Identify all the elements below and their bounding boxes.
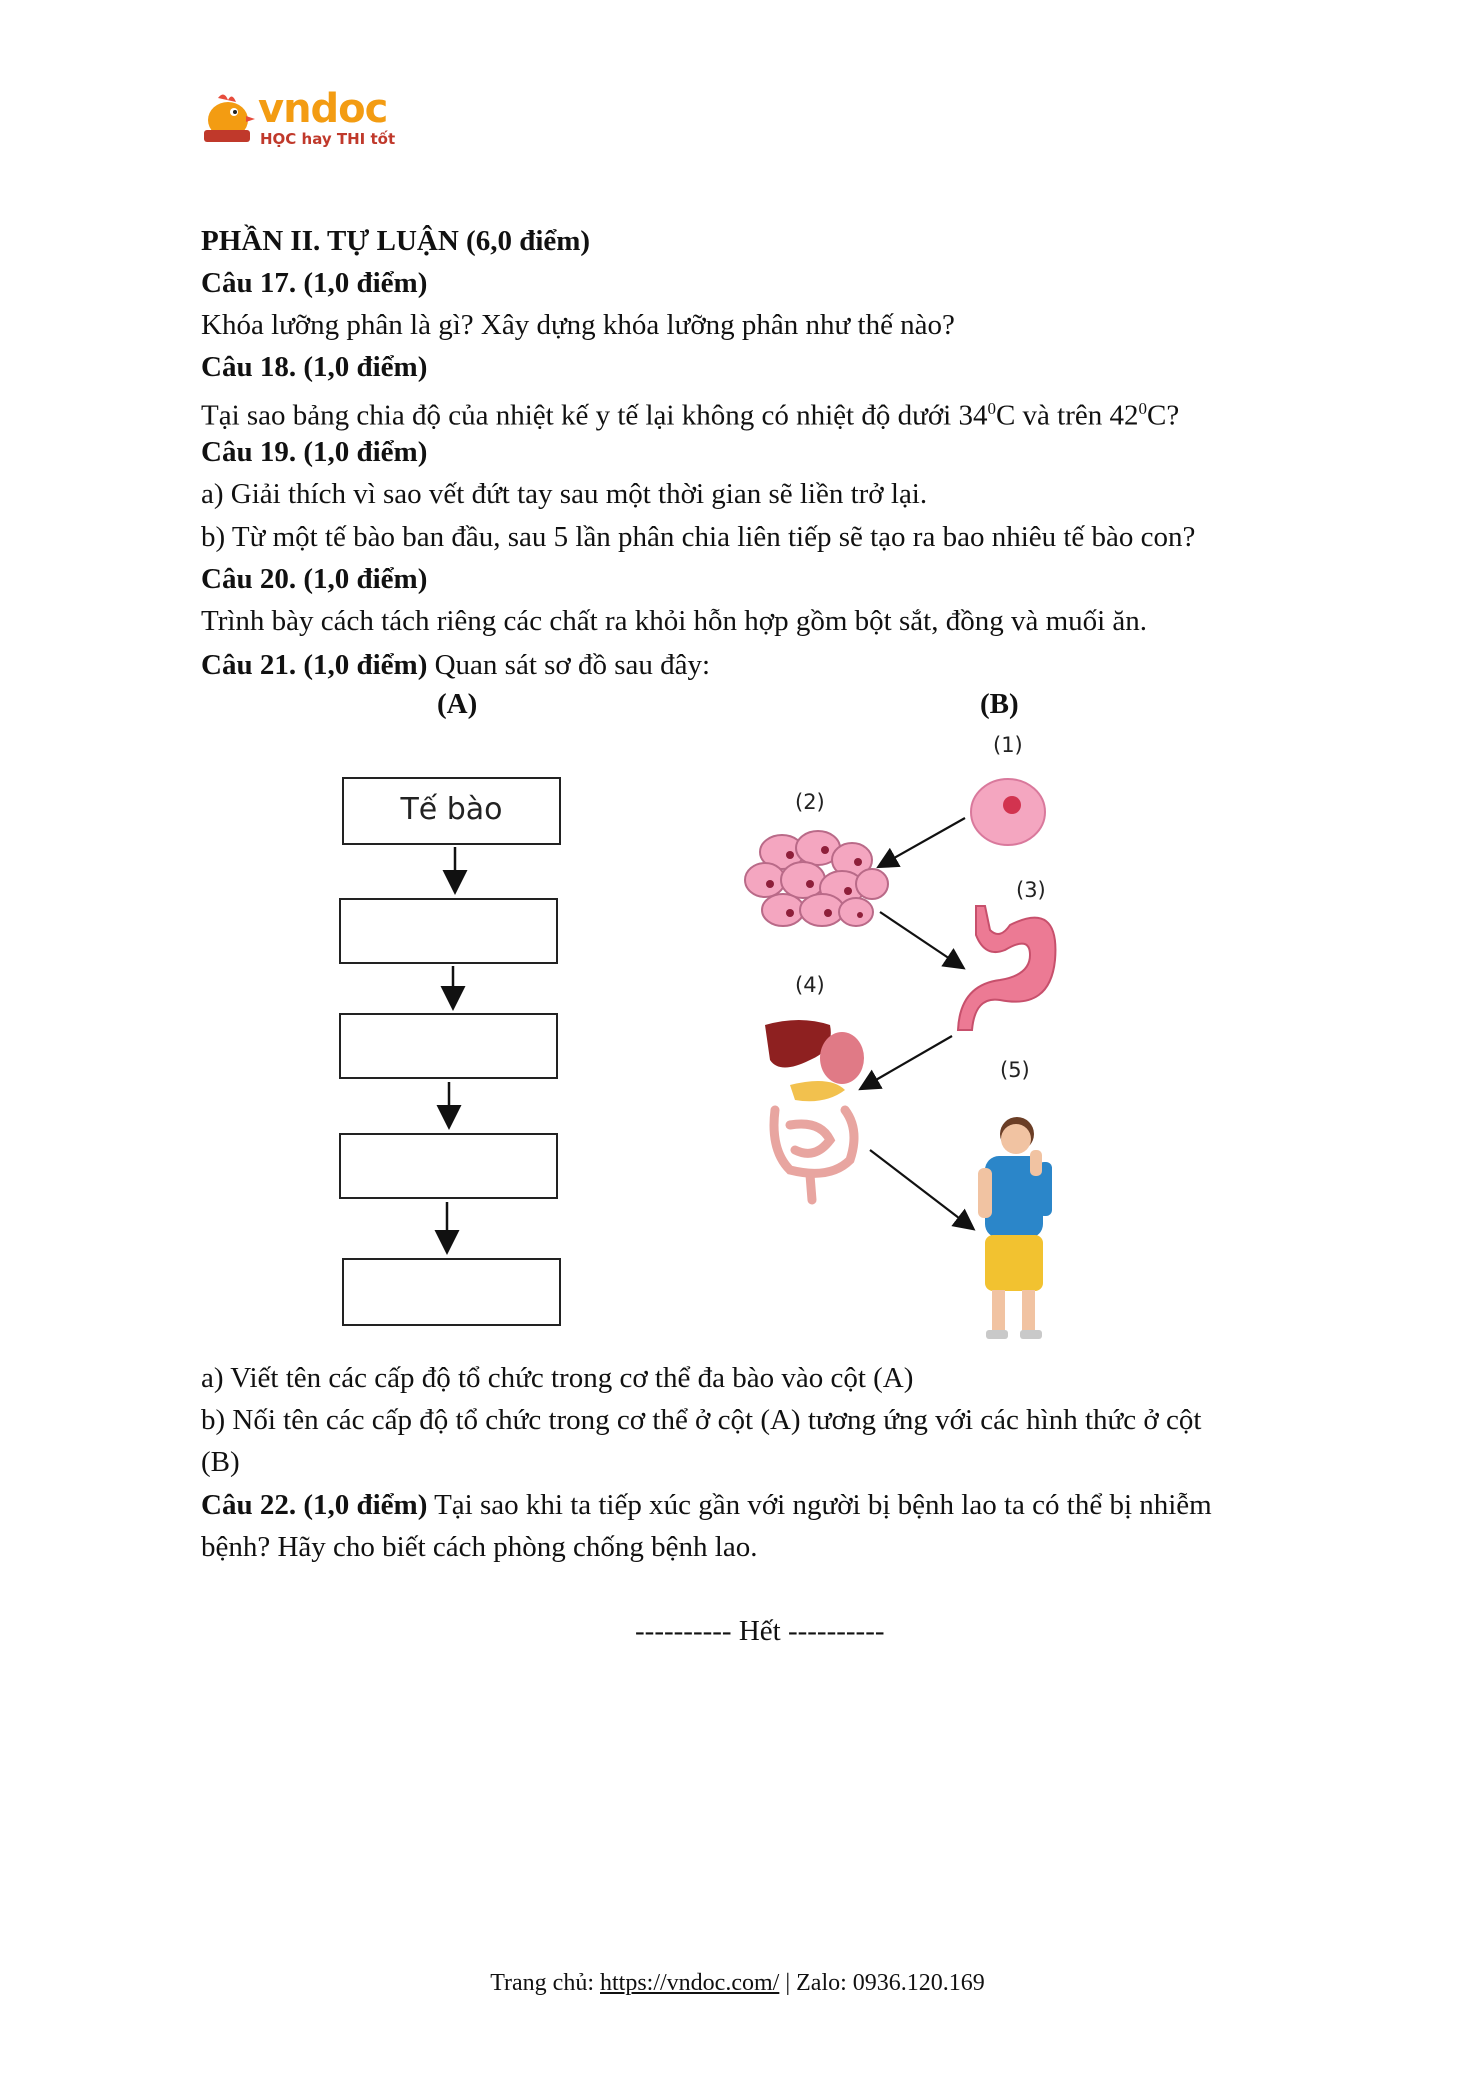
question-19-b: b) Từ một tế bào ban đầu, sau 5 lần phân chia liên tiếp sẽ tạo ra bao nhiêu tế bào con?: [201, 521, 1196, 553]
footer-link[interactable]: https://vndoc.com/: [600, 1970, 780, 1996]
arrow-cell-to-tissue: [880, 818, 965, 866]
question-18-label: Câu 18. (1,0 điểm): [201, 351, 428, 383]
column-a-title: (A): [437, 688, 478, 720]
question-20-text: Trình bày cách tách riêng các chất ra khỏi hỗn hợp gồm bột sắt, đồng và muối ăn.: [201, 605, 1148, 637]
logo-tagline: HỌC hay THI tốt: [260, 130, 396, 148]
question-21-intro: Quan sát sơ đồ sau đây:: [427, 649, 711, 681]
question-22-label: Câu 22. (1,0 điểm): [201, 1489, 428, 1521]
human-boy-icon: [978, 1117, 1052, 1339]
single-cell-icon: [971, 779, 1045, 845]
question-20-label: Câu 20. (1,0 điểm): [201, 563, 428, 595]
question-22-line1: Câu 22. (1,0 điểm) Tại sao khi ta tiếp xúc gần với người bị bệnh lao ta có thể bị nhiễm: [201, 1489, 1212, 1521]
question-21-b-line1: b) Nối tên các cấp độ tổ chức trong cơ thể ở cột (A) tương ứng với các hình thức ở cột: [201, 1404, 1202, 1436]
label-number-4: (4): [795, 973, 825, 997]
question-22-line2: bệnh? Hãy cho biết cách phòng chống bệnh lao.: [201, 1531, 758, 1563]
label-number-3: (3): [1016, 878, 1046, 902]
digestive-system-icon: [765, 1020, 864, 1200]
question-21-a: a) Viết tên các cấp độ tổ chức trong cơ thể đa bào vào cột (A): [201, 1362, 914, 1394]
label-number-2: (2): [795, 790, 825, 814]
question-19-label: Câu 19. (1,0 điểm): [201, 436, 428, 468]
question-21-b-line2: (B): [201, 1446, 240, 1478]
arrow-tissue-to-organ: [880, 912, 962, 967]
column-b-title: (B): [980, 688, 1019, 720]
question-19-a: a) Giải thích vì sao vết đứt tay sau một thời gian sẽ liền trở lại.: [201, 478, 928, 510]
logo-wordmark: vndoc: [258, 86, 388, 132]
arrow-system-to-body: [870, 1150, 972, 1228]
question-17-text: Khóa lưỡng phân là gì? Xây dựng khóa lưỡng phân như thế nào?: [201, 309, 955, 341]
question-17-label: Câu 17. (1,0 điểm): [201, 267, 428, 299]
label-number-5: (5): [1000, 1058, 1030, 1082]
section-title: PHẦN II. TỰ LUẬN (6,0 điểm): [201, 225, 591, 257]
arrow-organ-to-system: [862, 1036, 952, 1088]
label-number-1: (1): [993, 733, 1023, 757]
end-mark: ---------- Hết ----------: [635, 1615, 885, 1647]
page-footer: Trang chủ: https://vndoc.com/ | Zalo: 0936.120.169: [490, 1970, 985, 1996]
question-18-text: Tại sao bảng chia độ của nhiệt kế y tế lại không có nhiệt độ dưới $34^0C$ và trên $42^0C$?: [201, 399, 1180, 432]
stomach-organ-icon: [958, 906, 1055, 1030]
flow-box-cell: Tế bào: [342, 777, 561, 845]
question-21-label: Câu 21. (1,0 điểm): [201, 649, 428, 681]
tissue-cells-icon: [745, 831, 888, 926]
